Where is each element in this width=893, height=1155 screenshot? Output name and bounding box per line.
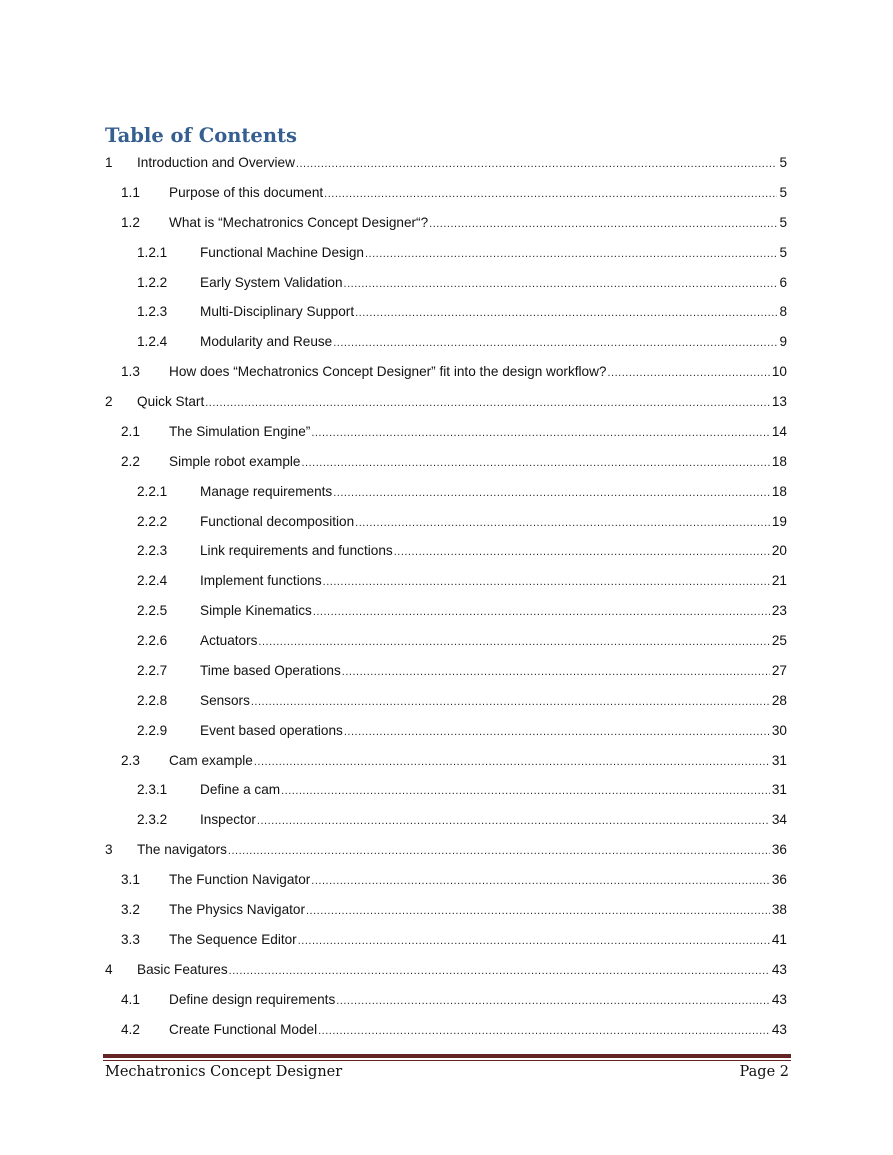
toc-heading: Table of Contents xyxy=(105,124,297,147)
toc-entry-number: 2.2.6 xyxy=(137,633,168,649)
toc-entry-title: Manage requirements xyxy=(200,483,333,499)
toc-entry[interactable] xyxy=(137,692,787,710)
toc-entry[interactable] xyxy=(137,662,787,680)
toc-entry-number: 2 xyxy=(105,394,113,410)
toc-entry-title: The Simulation Engine” xyxy=(169,423,311,439)
toc-entry[interactable] xyxy=(121,931,787,949)
toc-entry-page: 41 xyxy=(771,931,787,947)
toc-dot-leader xyxy=(311,424,770,442)
toc-entry-number: 1.2.2 xyxy=(137,274,168,290)
toc-entry-number: 4.2 xyxy=(121,1021,140,1037)
toc-entry-page: 43 xyxy=(771,991,787,1007)
toc-entry-page: 5 xyxy=(779,214,787,230)
toc-entry-title: Modularity and Reuse xyxy=(200,334,333,350)
toc-entry-number: 2.3.1 xyxy=(137,782,168,798)
toc-entry-title: Inspector xyxy=(200,812,256,828)
toc-entry-title: Functional Machine Design xyxy=(200,244,364,260)
toc-entry-page: 6 xyxy=(779,274,787,290)
toc-entry[interactable] xyxy=(121,423,787,441)
toc-entry[interactable] xyxy=(137,572,787,590)
toc-entry-title: Create Functional Model xyxy=(169,1021,318,1037)
toc-dot-leader xyxy=(336,992,770,1010)
toc-entry-title: The Sequence Editor xyxy=(169,931,297,947)
toc-entry-page: 19 xyxy=(771,513,787,529)
toc-entry-page: 20 xyxy=(771,543,787,559)
toc-entry-page: 25 xyxy=(771,633,787,649)
toc-entry[interactable] xyxy=(121,214,787,232)
toc-entry-number: 1.2.3 xyxy=(137,304,168,320)
toc-dot-leader xyxy=(311,872,770,890)
toc-entry-title: Actuators xyxy=(200,633,258,649)
toc-entry[interactable] xyxy=(137,483,787,501)
toc-dot-leader xyxy=(257,812,770,830)
toc-dot-leader xyxy=(344,723,770,741)
toc-entry[interactable] xyxy=(137,542,787,560)
toc-dot-leader xyxy=(258,633,769,651)
toc-entry-number: 2.1 xyxy=(121,423,140,439)
toc-entry-number: 2.2 xyxy=(121,453,140,469)
toc-entry-page: 31 xyxy=(771,782,787,798)
toc-entry-page: 36 xyxy=(771,872,787,888)
toc-dot-leader xyxy=(342,663,770,681)
toc-dot-leader xyxy=(281,782,770,800)
toc-entry-number: 3.3 xyxy=(121,931,140,947)
toc-entry-page: 9 xyxy=(779,334,787,350)
toc-entry-number: 1.2 xyxy=(121,214,140,230)
toc-entry-number: 4 xyxy=(105,961,113,977)
toc-entry-page: 43 xyxy=(771,1021,787,1037)
toc-entry-page: 10 xyxy=(771,364,787,380)
toc-entry-number: 2.2.5 xyxy=(137,603,168,619)
toc-entry-title: Define design requirements xyxy=(169,991,336,1007)
toc-entry-page: 34 xyxy=(771,812,787,828)
toc-entry-number: 2.2.3 xyxy=(137,543,168,559)
footer-rule-thin xyxy=(103,1060,791,1061)
toc-entry-title: The Function Navigator xyxy=(169,872,311,888)
toc-dot-leader xyxy=(228,842,770,860)
toc-entry-title: What is “Mechatronics Concept Designer“? xyxy=(169,214,429,230)
toc-entry[interactable] xyxy=(105,154,787,172)
toc-entry-page: 31 xyxy=(771,752,787,768)
toc-dot-leader xyxy=(229,962,770,980)
toc-entry[interactable] xyxy=(137,632,787,650)
toc-entry[interactable] xyxy=(105,393,787,411)
toc-entry-number: 2.2.1 xyxy=(137,483,168,499)
toc-entry-page: 14 xyxy=(771,423,787,439)
toc-entry-title: Time based Operations xyxy=(200,662,341,678)
toc-dot-leader xyxy=(333,334,777,352)
toc-entry-number: 1 xyxy=(105,155,113,170)
toc-entry-number: 1.2.1 xyxy=(137,244,168,260)
toc-entry-title: Cam example xyxy=(169,752,253,768)
toc-entry-page: 13 xyxy=(771,394,787,410)
toc-dot-leader xyxy=(355,304,777,322)
toc-entry-number: 1.1 xyxy=(121,184,140,200)
toc-entry[interactable] xyxy=(121,901,787,919)
toc-entry-number: 2.3.2 xyxy=(137,812,168,828)
toc-entry[interactable] xyxy=(121,184,787,202)
toc-entry[interactable] xyxy=(121,1021,787,1039)
toc-entry-page: 36 xyxy=(771,842,787,858)
toc-dot-leader xyxy=(333,484,770,502)
toc-entry-title: Introduction and Overview xyxy=(137,155,295,170)
toc-entry-page: 30 xyxy=(771,722,787,738)
toc-entry[interactable] xyxy=(137,244,787,262)
toc-entry[interactable] xyxy=(121,871,787,889)
toc-entry-page: 5 xyxy=(779,155,787,170)
toc-entry-page: 27 xyxy=(771,662,787,678)
toc-entry-title: Multi-Disciplinary Support xyxy=(200,304,355,320)
toc-dot-leader xyxy=(306,902,770,920)
toc-entry-page: 18 xyxy=(771,483,787,499)
toc-dot-leader xyxy=(323,573,770,591)
toc-entry-number: 3 xyxy=(105,842,113,858)
toc-entry-number: 2.3 xyxy=(121,752,140,768)
toc-dot-leader xyxy=(324,185,777,203)
toc-entry-page: 28 xyxy=(771,692,787,708)
toc-dot-leader xyxy=(607,364,769,382)
toc-entry-title: Implement functions xyxy=(200,573,322,589)
toc-entry[interactable] xyxy=(137,781,787,799)
footer-page-number: Page 2 xyxy=(739,1064,789,1080)
toc-entry[interactable] xyxy=(121,991,787,1009)
toc-entry-page: 5 xyxy=(779,244,787,260)
toc-entry-page: 5 xyxy=(779,184,787,200)
toc-entry-title: The navigators xyxy=(137,842,227,858)
toc-dot-leader xyxy=(344,275,778,293)
toc-dot-leader xyxy=(429,215,777,233)
toc-entry[interactable] xyxy=(137,274,787,292)
toc-entry-title: Functional decomposition xyxy=(200,513,355,529)
toc-dot-leader xyxy=(313,603,770,621)
toc-entry-number: 2.2.2 xyxy=(137,513,168,529)
toc-entry-number: 3.1 xyxy=(121,872,140,888)
toc-entry-page: 23 xyxy=(771,603,787,619)
toc-entry-page: 38 xyxy=(771,902,787,917)
toc-entry[interactable] xyxy=(105,961,787,979)
toc-entry-title: Early System Validation xyxy=(200,274,343,290)
toc-entry-number: 4.1 xyxy=(121,991,140,1007)
toc-entry[interactable] xyxy=(137,303,787,321)
toc-entry-title: Define a cam xyxy=(200,782,281,798)
toc-entry-page: 21 xyxy=(771,573,787,589)
toc-entry[interactable] xyxy=(137,811,787,829)
toc-dot-leader xyxy=(254,753,770,771)
toc-entry-number: 2.2.7 xyxy=(137,662,168,678)
toc-dot-leader xyxy=(365,245,777,263)
toc-entry[interactable] xyxy=(137,722,787,740)
toc-dot-leader xyxy=(251,693,770,711)
footer-document-title: Mechatronics Concept Designer xyxy=(105,1064,343,1080)
toc-entry-title: The Physics Navigator xyxy=(169,902,305,917)
toc-dot-leader xyxy=(301,454,769,472)
toc-entry[interactable] xyxy=(137,602,787,620)
toc-entry[interactable] xyxy=(121,363,787,381)
toc-entry[interactable] xyxy=(137,333,787,351)
toc-dot-leader xyxy=(298,932,770,950)
toc-entry-number: 1.3 xyxy=(121,364,140,380)
toc-entry[interactable] xyxy=(137,513,787,531)
toc-entry-number: 1.2.4 xyxy=(137,334,168,350)
footer-rule xyxy=(103,1054,791,1058)
toc-dot-leader xyxy=(296,155,778,173)
toc-entry-title: How does “Mechatronics Concept Designer” fit into the design workflow? xyxy=(169,364,607,380)
toc-entry-title: Event based operations xyxy=(200,722,343,738)
toc-entry-number: 3.2 xyxy=(121,902,140,917)
toc-entry[interactable] xyxy=(121,752,787,770)
toc-entry-title: Sensors xyxy=(200,692,250,708)
toc-dot-leader xyxy=(205,394,770,412)
toc-entry-title: Simple Kinematics xyxy=(200,603,312,619)
toc-entry[interactable] xyxy=(121,453,787,471)
toc-entry-number: 2.2.9 xyxy=(137,722,168,738)
toc-dot-leader xyxy=(394,543,770,561)
toc-dot-leader xyxy=(318,1022,770,1040)
toc-entry-title: Basic Features xyxy=(137,961,228,977)
toc-entry[interactable] xyxy=(105,841,787,859)
toc-entry-title: Link requirements and functions xyxy=(200,543,393,559)
toc-entry-number: 2.2.8 xyxy=(137,692,168,708)
toc-entry-title: Simple robot example xyxy=(169,453,301,469)
toc-entry-title: Purpose of this document xyxy=(169,184,324,200)
toc-entry-page: 43 xyxy=(771,961,787,977)
toc-entry-page: 8 xyxy=(779,304,787,320)
toc-entry-page: 18 xyxy=(771,453,787,469)
toc-entry-title: Quick Start xyxy=(137,394,205,410)
toc-dot-leader xyxy=(355,514,770,532)
toc-entry-number: 2.2.4 xyxy=(137,573,168,589)
